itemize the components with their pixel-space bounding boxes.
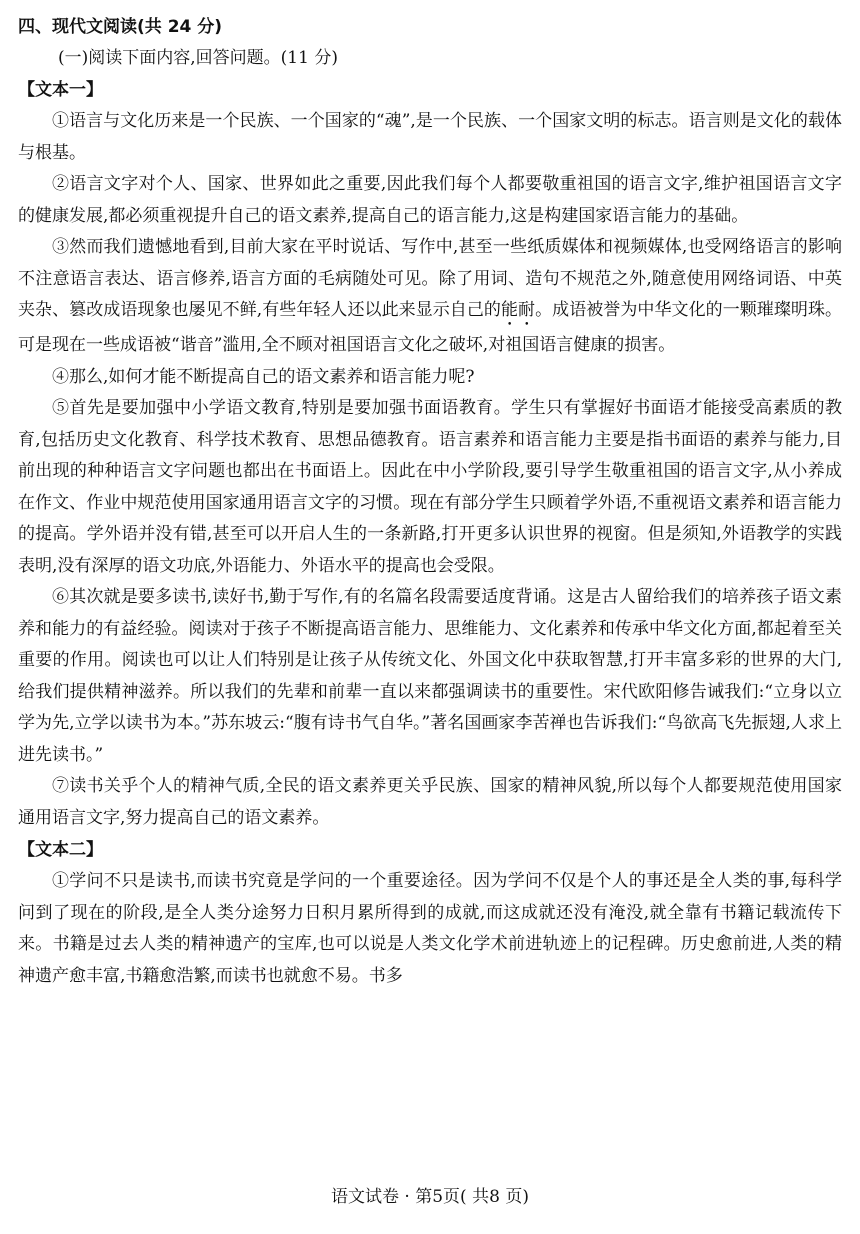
question-prompt: (一)阅读下面内容,回答问题。(11 分) [58, 48, 338, 68]
text1-paragraph-7: ⑦读书关乎个人的精神气质,全民的语文素养更关乎民族、国家的精神风貌,所以每个人都要规范使用国家通用语言文字,努力提高自己的语文素养。 [18, 776, 842, 828]
section-title: 四、现代文阅读(共 24 分) [18, 17, 223, 37]
page-footer: 语文试卷 · 第5页( 共8 页) [331, 1187, 529, 1207]
text1-paragraph-2: ②语言文字对个人、国家、世界如此之重要,因此我们每个人都要敬重祖国的语言文字,维护祖国语言文字的健康发展,都必须重视提升自己的语文素养,提高自己的语言能力,这是构建国家语言能力的基础。 [18, 174, 842, 226]
text1-paragraph-4: ④那么,如何才能不断提高自己的语文素养和语言能力呢? [52, 366, 475, 387]
text2-heading: 【文本二】 [18, 840, 103, 860]
text1-paragraph-3-part-a: ③然而我们遗憾地看到,目前大家在平时说话、写作中,甚至一些纸质媒体和视频媒体,也受网络语言的影响不注意语言表达、语言修养,语言方面的毛病随处可见。除了用词、造句不规范之外,随意使用网络词语、中英夹杂、篡改成语现象也屡见不鲜,有些年轻人还以此来显示自己的 [18, 237, 842, 320]
emphasized-word: 能耐 [500, 300, 536, 320]
text1-heading: 【文本一】 [18, 80, 103, 100]
text1-paragraph-3-part-b: 。成语被誉为中华文化的一颗璀璨明珠。可是现在一些成语被“谐音”滥用,全不顾对祖国语言文化之破坏,对祖国语言健康的损害。 [18, 300, 843, 355]
text1-paragraph-1: ①语言与文化历来是一个民族、一个国家的“魂”,是一个民族、一个国家文明的标志。语言则是文化的载体与根基。 [18, 111, 842, 163]
text2-paragraph-1: ①学问不只是读书,而读书究竟是学问的一个重要途径。因为学问不仅是个人的事还是全人类的事,每科学问到了现在的阶段,是全人类分途努力日积月累所得到的成就,而这成就还没有淹没,就全靠有书籍记载流传下来。书籍是过去人类的精神遗产的宝库,也可以说是人类文化学术前进轨迹上的记程碑。历史愈前进,人类的精神遗产愈丰富,书籍愈浩繁,而读书也就愈不易。书多 [18, 871, 842, 986]
text1-paragraph-3 [18, 232, 842, 362]
text1-paragraph-6: ⑥其次就是要多读书,读好书,勤于写作,有的名篇名段需要适度背诵。这是古人留给我们的培养孩子语文素养和能力的有益经验。阅读对于孩子不断提高语言能力、思维能力、文化素养和传承中华文化方面,都起着至关重要的作用。阅读也可以让人们特别是让孩子从传统文化、外国文化中获取智慧,打开丰富多彩的世界的大门,给我们提供精神滋养。所以我们的先辈和前辈一直以来都强调读书的重要性。宋代欧阳修告诫我们:“立身以立学为先,立学以读书为本。”苏东坡云:“腹有诗书气自华。”著名国画家李苦禅也告诉我们:“鸟欲高飞先振翅,人求上进先读书。” [18, 587, 842, 765]
text1-paragraph-5: ⑤首先是要加强中小学语文教育,特别是要加强书面语教育。学生只有掌握好书面语才能接受高素质的教育,包括历史文化教育、科学技术教育、思想品德教育。语言素养和语言能力主要是指书面语的素养与能力,目前出现的种种语言文字问题也都出在书面语上。因此在中小学阶段,要引导学生敬重祖国的语言文字,从小养成在作文、作业中规范使用国家通用语言文字的习惯。现在有部分学生只顾着学外语,不重视语文素养和语言能力的提高。学外语并没有错,甚至可以开启人生的一条新路,打开更多认识世界的视窗。但是须知,外语教学的实践表明,没有深厚的语文功底,外语能力、外语水平的提高也会受限。 [18, 398, 842, 576]
